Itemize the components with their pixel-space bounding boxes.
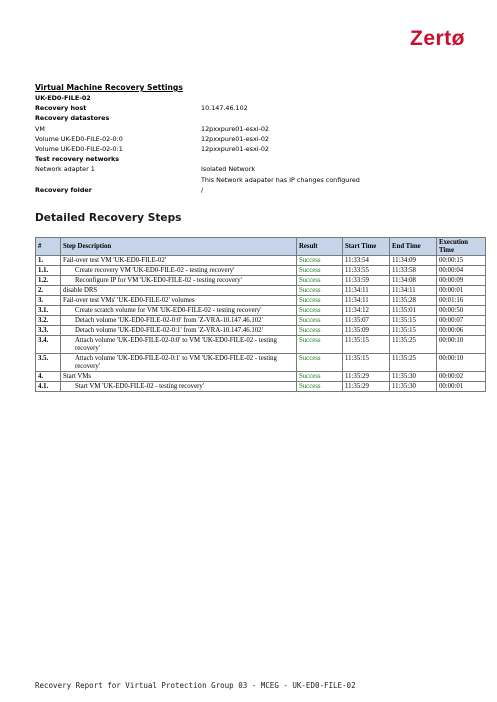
step-number: 1.1. (36, 266, 61, 276)
step-end-time: 11:35:01 (390, 306, 437, 316)
step-start-time: 11:34:11 (343, 286, 390, 296)
step-number: 3. (36, 296, 61, 306)
report-footer: Recovery Report for Virtual Protection Group 03 - MCEG - UK-ED0-FILE-02 (35, 681, 356, 690)
step-description: Create scratch volume for VM 'UK-ED0-FILE-02 - testing recovery' (61, 306, 297, 316)
step-description: Fail-over test VMs' 'UK-ED0-FILE-02' volumes (61, 296, 297, 306)
settings-row (35, 185, 465, 195)
step-execution-time: 00:00:09 (437, 276, 486, 286)
step-number: 3.1. (36, 306, 61, 316)
settings-vm-name: UK-ED0-FILE-02 (35, 94, 91, 102)
settings-vm-name-row (35, 93, 465, 103)
step-result: Success (297, 306, 343, 316)
step-start-time: 11:33:54 (343, 256, 390, 266)
header-execution-time: Execution Time (437, 238, 486, 256)
step-execution-time: 00:00:01 (437, 382, 486, 392)
settings-value: / (201, 185, 204, 194)
step-execution-time: 00:00:15 (437, 256, 486, 266)
step-result: Success (297, 256, 343, 266)
step-end-time: 11:35:30 (390, 382, 437, 392)
step-execution-time: 00:00:04 (437, 266, 486, 276)
settings-value: 12pxxpure01-esxi-02 (201, 145, 269, 154)
step-execution-time: 00:00:50 (437, 306, 486, 316)
settings-row (35, 154, 465, 164)
step-number: 4.1. (36, 382, 61, 392)
step-number: 1.2. (36, 276, 61, 286)
header-num: # (36, 238, 61, 256)
step-execution-time: 00:00:02 (437, 372, 486, 382)
header-result: Result (297, 238, 343, 256)
table-row (36, 354, 486, 372)
step-result: Success (297, 286, 343, 296)
step-start-time: 11:34:11 (343, 296, 390, 306)
settings-row (35, 113, 465, 123)
settings-row (35, 144, 465, 154)
step-start-time: 11:35:15 (343, 336, 390, 354)
settings-key: Recovery host (35, 104, 87, 113)
table-header-row (36, 238, 486, 256)
step-result: Success (297, 372, 343, 382)
settings-row (35, 164, 465, 174)
step-description: Start VM 'UK-ED0-FILE-02 - testing recovery' (61, 382, 297, 392)
settings-row (35, 124, 465, 134)
settings-key: Recovery datastores (35, 114, 110, 123)
table-row (36, 276, 486, 286)
settings-title: Virtual Machine Recovery Settings (35, 83, 183, 92)
header-start-time: Start Time (343, 238, 390, 256)
step-description: Start VMs (61, 372, 297, 382)
step-description: Attach volume 'UK-ED0-FILE-02-0:0' to VM 'UK-ED0-FILE-02 - testing recovery' (61, 336, 297, 354)
settings-value: Isolated Network (201, 165, 256, 174)
step-result: Success (297, 266, 343, 276)
step-start-time: 11:35:15 (343, 354, 390, 372)
step-description: disable DRS (61, 286, 297, 296)
step-end-time: 11:35:25 (390, 354, 437, 372)
step-number: 3.4. (36, 336, 61, 354)
step-execution-time: 00:00:10 (437, 354, 486, 372)
table-row (36, 382, 486, 392)
step-start-time: 11:34:12 (343, 306, 390, 316)
table-row (36, 266, 486, 276)
step-start-time: 11:33:55 (343, 266, 390, 276)
step-description: Fail-over test VM 'UK-ED0-FILE-02' (61, 256, 297, 266)
step-end-time: 11:35:15 (390, 316, 437, 326)
table-row (36, 296, 486, 306)
step-end-time: 11:34:11 (390, 286, 437, 296)
settings-row (35, 175, 465, 185)
settings-key: Recovery folder (35, 185, 92, 194)
recovery-settings-section (35, 82, 465, 195)
step-start-time: 11:33:59 (343, 276, 390, 286)
step-execution-time: 00:00:06 (437, 326, 486, 336)
zerto-logo: Zertø (410, 27, 465, 50)
table-row (36, 326, 486, 336)
settings-value (201, 154, 465, 164)
step-result: Success (297, 354, 343, 372)
step-start-time: 11:35:09 (343, 326, 390, 336)
step-number: 3.3. (36, 326, 61, 336)
step-description: Create recovery VM 'UK-ED0-FILE-02 - testing recovery' (61, 266, 297, 276)
recovery-steps-table (35, 237, 486, 392)
table-row (36, 336, 486, 354)
step-end-time: 11:34:08 (390, 276, 437, 286)
step-end-time: 11:33:58 (390, 266, 437, 276)
detailed-steps-title: Detailed Recovery Steps (35, 212, 182, 224)
step-result: Success (297, 276, 343, 286)
step-end-time: 11:35:28 (390, 296, 437, 306)
step-description: Detach volume 'UK-ED0-FILE-02-0:0' from 'Z-VRA-10.147.46.102' (61, 316, 297, 326)
header-step-description: Step Description (61, 238, 297, 256)
step-execution-time: 00:01:16 (437, 296, 486, 306)
step-description: Attach volume 'UK-ED0-FILE-02-0:1' to VM 'UK-ED0-FILE-02 - testing recovery' (61, 354, 297, 372)
table-row (36, 256, 486, 266)
settings-key: Volume UK-ED0-FILE-02-0:1 (35, 145, 123, 154)
step-start-time: 11:35:29 (343, 382, 390, 392)
step-number: 3.5. (36, 354, 61, 372)
settings-value: 12pxxpure01-esxi-02 (201, 134, 269, 143)
step-start-time: 11:35:07 (343, 316, 390, 326)
step-description: Detach volume 'UK-ED0-FILE-02-0:1' from 'Z-VRA-10.147.46.102' (61, 326, 297, 336)
settings-key: Network adapter 1 (35, 165, 95, 174)
step-execution-time: 00:00:07 (437, 316, 486, 326)
table-row (36, 316, 486, 326)
step-number: 1. (36, 256, 61, 266)
settings-value: This Network adapater has IP changes configured (201, 175, 360, 184)
settings-rows (35, 103, 465, 195)
step-number: 2. (36, 286, 61, 296)
step-end-time: 11:35:30 (390, 372, 437, 382)
header-end-time: End Time (390, 238, 437, 256)
settings-key: Test recovery networks (35, 155, 120, 164)
step-end-time: 11:35:15 (390, 326, 437, 336)
step-start-time: 11:35:29 (343, 372, 390, 382)
step-description: Reconfigure IP for VM 'UK-ED0-FILE-02 - testing recovery' (61, 276, 297, 286)
settings-value: 12pxxpure01-esxi-02 (201, 124, 269, 133)
step-result: Success (297, 316, 343, 326)
step-number: 3.2. (36, 316, 61, 326)
table-row (36, 372, 486, 382)
table-row (36, 286, 486, 296)
step-result: Success (297, 296, 343, 306)
step-end-time: 11:35:25 (390, 336, 437, 354)
settings-key: Volume UK-ED0-FILE-02-0:0 (35, 134, 123, 143)
settings-key (35, 175, 201, 185)
step-end-time: 11:34:09 (390, 256, 437, 266)
step-result: Success (297, 326, 343, 336)
table-row (36, 306, 486, 316)
settings-value (201, 113, 465, 123)
step-execution-time: 00:00:01 (437, 286, 486, 296)
settings-row (35, 134, 465, 144)
step-execution-time: 00:00:10 (437, 336, 486, 354)
settings-row (35, 103, 465, 113)
settings-value: 10.147.46.102 (201, 104, 248, 113)
step-result: Success (297, 382, 343, 392)
step-result: Success (297, 336, 343, 354)
step-number: 4. (36, 372, 61, 382)
settings-key: VM (35, 124, 45, 133)
table-body (36, 256, 486, 392)
